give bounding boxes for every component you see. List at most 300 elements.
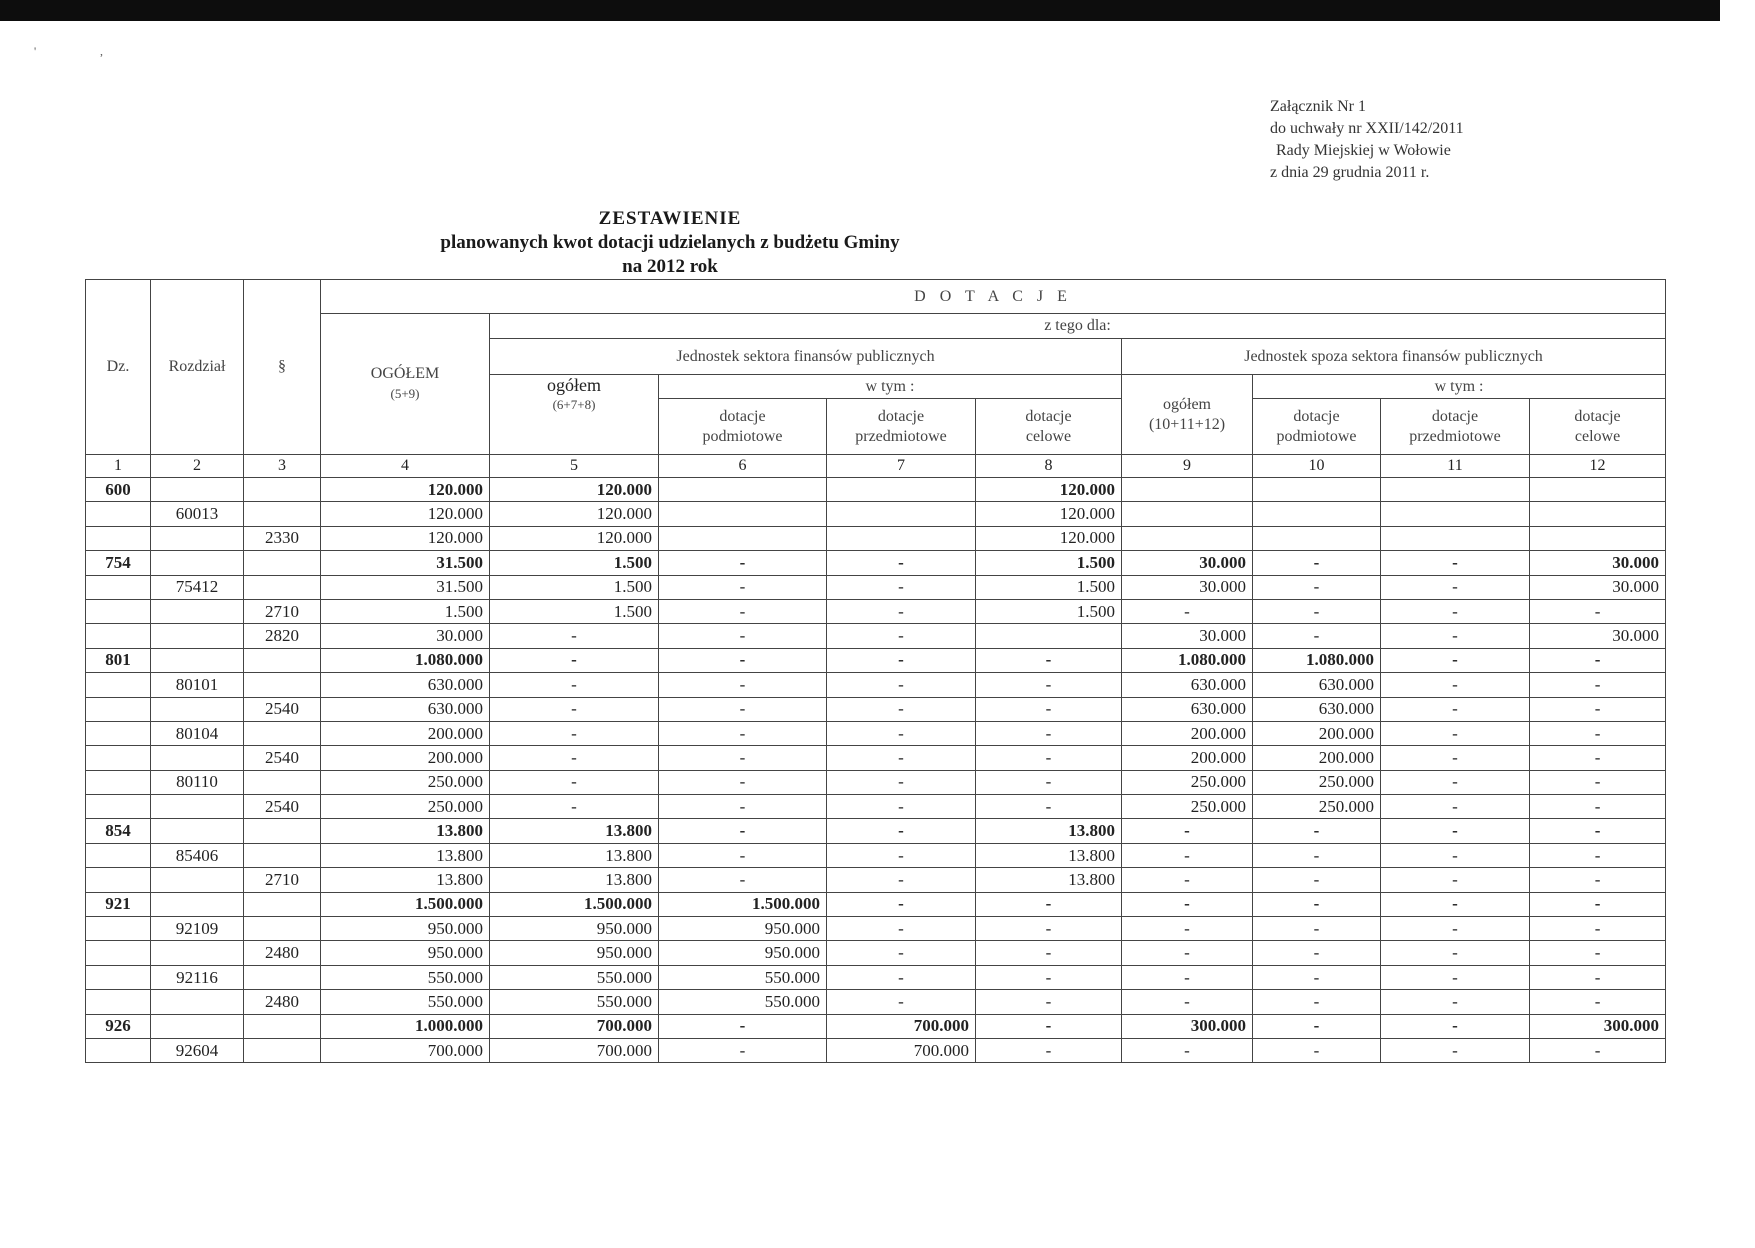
cell-nonpublic-przedmiotowe: [1381, 502, 1530, 526]
cell-nonpublic-podmiotowe: 250.000: [1253, 795, 1381, 819]
cell-nonpublic-przedmiotowe: -: [1381, 551, 1530, 575]
annex-line-1: Załącznik Nr 1: [1270, 98, 1366, 115]
cell-public-ogolem: 13.800: [490, 843, 659, 867]
cell-dz: 921: [86, 892, 151, 916]
cell-nonpublic-celowe: [1530, 502, 1666, 526]
cell-nonpublic-podmiotowe: [1253, 478, 1381, 502]
col-number: 11: [1381, 455, 1530, 478]
cell-public-ogolem: 1.500: [490, 575, 659, 599]
cell-paragraph: [244, 575, 321, 599]
cell-paragraph: 2710: [244, 868, 321, 892]
cell-nonpublic-przedmiotowe: -: [1381, 868, 1530, 892]
cell-nonpublic-ogolem: 30.000: [1122, 624, 1253, 648]
cell-nonpublic-celowe: -: [1530, 648, 1666, 672]
table-row: [86, 575, 1666, 599]
cell-public-ogolem: -: [490, 795, 659, 819]
cell-paragraph: [244, 770, 321, 794]
cell-ogolem-total: 630.000: [321, 697, 490, 721]
cell-nonpublic-ogolem: 200.000: [1122, 721, 1253, 745]
cell-public-przedmiotowe: -: [827, 868, 976, 892]
cell-rozdzial: [151, 941, 244, 965]
header-ogolem-public: [490, 375, 659, 455]
cell-nonpublic-podmiotowe: -: [1253, 1038, 1381, 1062]
header-w-tym-public: w tym :: [659, 375, 1122, 399]
cell-nonpublic-ogolem: 1.080.000: [1122, 648, 1253, 672]
cell-public-ogolem: 120.000: [490, 502, 659, 526]
cell-paragraph: [244, 673, 321, 697]
cell-rozdzial: [151, 746, 244, 770]
cell-rozdzial: 80101: [151, 673, 244, 697]
header-nonpublic-celowe: [1530, 399, 1666, 455]
cell-public-podmiotowe: -: [659, 673, 827, 697]
cell-public-podmiotowe: -: [659, 843, 827, 867]
col-number: 3: [244, 455, 321, 478]
cell-rozdzial: 60013: [151, 502, 244, 526]
cell-paragraph: [244, 892, 321, 916]
cell-public-podmiotowe: -: [659, 819, 827, 843]
cell-nonpublic-przedmiotowe: -: [1381, 1014, 1530, 1038]
header-sector-nonpublic: Jednostek spoza sektora finansów publicznych: [1122, 339, 1666, 375]
cell-nonpublic-przedmiotowe: -: [1381, 990, 1530, 1014]
cell-paragraph: 2710: [244, 599, 321, 623]
cell-public-przedmiotowe: -: [827, 624, 976, 648]
cell-rozdzial: [151, 892, 244, 916]
cell-ogolem-total: 1.500.000: [321, 892, 490, 916]
cell-ogolem-total: 200.000: [321, 721, 490, 745]
cell-nonpublic-celowe: -: [1530, 843, 1666, 867]
cell-nonpublic-ogolem: -: [1122, 868, 1253, 892]
table-row: [86, 843, 1666, 867]
cell-nonpublic-podmiotowe: -: [1253, 575, 1381, 599]
cell-rozdzial: 92116: [151, 965, 244, 989]
cell-nonpublic-celowe: [1530, 526, 1666, 550]
cell-public-przedmiotowe: -: [827, 819, 976, 843]
cell-nonpublic-ogolem: -: [1122, 1038, 1253, 1062]
cell-public-przedmiotowe: -: [827, 990, 976, 1014]
cell-nonpublic-celowe: -: [1530, 868, 1666, 892]
cell-nonpublic-celowe: -: [1530, 697, 1666, 721]
table-row: [86, 648, 1666, 672]
cell-public-przedmiotowe: -: [827, 575, 976, 599]
cell-nonpublic-przedmiotowe: -: [1381, 624, 1530, 648]
cell-public-celowe: 13.800: [976, 819, 1122, 843]
cell-public-ogolem: -: [490, 648, 659, 672]
cell-dz: [86, 746, 151, 770]
cell-public-podmiotowe: -: [659, 575, 827, 599]
cell-ogolem-total: 31.500: [321, 575, 490, 599]
cell-nonpublic-ogolem: -: [1122, 965, 1253, 989]
cell-nonpublic-ogolem: -: [1122, 843, 1253, 867]
cell-nonpublic-przedmiotowe: [1381, 478, 1530, 502]
cell-nonpublic-ogolem: -: [1122, 819, 1253, 843]
table-row: [86, 917, 1666, 941]
cell-nonpublic-podmiotowe: -: [1253, 965, 1381, 989]
cell-nonpublic-podmiotowe: -: [1253, 819, 1381, 843]
table-row: [86, 941, 1666, 965]
cell-nonpublic-ogolem: -: [1122, 917, 1253, 941]
cell-public-celowe: 13.800: [976, 843, 1122, 867]
table-row: [86, 965, 1666, 989]
cell-public-podmiotowe: [659, 526, 827, 550]
table-row: [86, 770, 1666, 794]
cell-public-celowe: 13.800: [976, 868, 1122, 892]
cell-dz: 926: [86, 1014, 151, 1038]
cell-public-ogolem: 120.000: [490, 526, 659, 550]
cell-nonpublic-przedmiotowe: -: [1381, 843, 1530, 867]
header-text: dotacje: [877, 407, 925, 425]
cell-nonpublic-przedmiotowe: -: [1381, 746, 1530, 770]
cell-public-celowe: -: [976, 770, 1122, 794]
cell-ogolem-total: 950.000: [321, 917, 490, 941]
cell-dz: 801: [86, 648, 151, 672]
cell-nonpublic-przedmiotowe: -: [1381, 892, 1530, 916]
cell-ogolem-total: 120.000: [321, 526, 490, 550]
cell-nonpublic-celowe: 30.000: [1530, 551, 1666, 575]
cell-dz: [86, 990, 151, 1014]
table-row: [86, 551, 1666, 575]
cell-paragraph: [244, 917, 321, 941]
cell-dz: [86, 941, 151, 965]
column-number-row: [86, 455, 1666, 478]
cell-nonpublic-ogolem: -: [1122, 892, 1253, 916]
cell-paragraph: [244, 721, 321, 745]
header-ogolem-total: [321, 314, 490, 455]
cell-paragraph: 2820: [244, 624, 321, 648]
cell-nonpublic-celowe: -: [1530, 965, 1666, 989]
cell-dz: [86, 575, 151, 599]
cell-ogolem-total: 250.000: [321, 795, 490, 819]
cell-rozdzial: [151, 599, 244, 623]
cell-nonpublic-podmiotowe: 200.000: [1253, 721, 1381, 745]
col-number: 5: [490, 455, 659, 478]
scan-top-border: [0, 0, 1720, 21]
cell-nonpublic-podmiotowe: 250.000: [1253, 770, 1381, 794]
cell-public-celowe: -: [976, 648, 1122, 672]
cell-public-przedmiotowe: 700.000: [827, 1038, 976, 1062]
header-text: podmiotowe: [702, 427, 783, 445]
header-text: dotacje: [1574, 407, 1621, 425]
cell-nonpublic-celowe: [1530, 478, 1666, 502]
cell-public-podmiotowe: 550.000: [659, 965, 827, 989]
table-row: [86, 1014, 1666, 1038]
cell-public-podmiotowe: -: [659, 697, 827, 721]
header-w-tym-nonpublic: w tym :: [1253, 375, 1666, 399]
cell-nonpublic-ogolem: 630.000: [1122, 697, 1253, 721]
cell-rozdzial: [151, 624, 244, 648]
cell-public-ogolem: -: [490, 770, 659, 794]
cell-public-podmiotowe: [659, 502, 827, 526]
header-text: dotacje: [1293, 407, 1340, 425]
cell-dz: [86, 843, 151, 867]
cell-ogolem-total: 700.000: [321, 1038, 490, 1062]
document-subtitle: planowanych kwot dotacji udzielanych z budżetu Gminy: [440, 232, 900, 253]
cell-dz: 854: [86, 819, 151, 843]
cell-nonpublic-ogolem: 250.000: [1122, 770, 1253, 794]
cell-nonpublic-podmiotowe: 200.000: [1253, 746, 1381, 770]
cell-ogolem-total: 630.000: [321, 673, 490, 697]
table-row: [86, 795, 1666, 819]
cell-nonpublic-podmiotowe: 630.000: [1253, 673, 1381, 697]
cell-public-ogolem: 550.000: [490, 965, 659, 989]
cell-public-celowe: -: [976, 917, 1122, 941]
header-ogolem-nonpublic: [1122, 375, 1253, 455]
cell-public-ogolem: -: [490, 721, 659, 745]
cell-public-przedmiotowe: [827, 502, 976, 526]
cell-rozdzial: [151, 795, 244, 819]
cell-rozdzial: [151, 868, 244, 892]
cell-nonpublic-przedmiotowe: -: [1381, 697, 1530, 721]
cell-nonpublic-celowe: -: [1530, 990, 1666, 1014]
cell-ogolem-total: 120.000: [321, 502, 490, 526]
cell-public-przedmiotowe: -: [827, 648, 976, 672]
cell-dz: [86, 770, 151, 794]
cell-nonpublic-przedmiotowe: -: [1381, 965, 1530, 989]
header-text: dotacje: [1025, 407, 1072, 425]
cell-nonpublic-przedmiotowe: -: [1381, 1038, 1530, 1062]
cell-ogolem-total: 1.500: [321, 599, 490, 623]
cell-public-celowe: -: [976, 965, 1122, 989]
cell-dz: [86, 673, 151, 697]
header-z-tego: z tego dla:: [490, 314, 1666, 339]
cell-public-celowe: -: [976, 721, 1122, 745]
cell-rozdzial: 80110: [151, 770, 244, 794]
cell-nonpublic-podmiotowe: -: [1253, 892, 1381, 916]
cell-ogolem-total: 550.000: [321, 990, 490, 1014]
cell-public-celowe: -: [976, 697, 1122, 721]
cell-public-celowe: -: [976, 746, 1122, 770]
header-text: celowe: [1025, 427, 1072, 445]
table-row: [86, 599, 1666, 623]
cell-dz: [86, 1038, 151, 1062]
cell-ogolem-total: 550.000: [321, 965, 490, 989]
cell-ogolem-total: 1.000.000: [321, 1014, 490, 1038]
cell-nonpublic-przedmiotowe: -: [1381, 599, 1530, 623]
cell-nonpublic-ogolem: [1122, 502, 1253, 526]
cell-rozdzial: [151, 526, 244, 550]
cell-paragraph: [244, 1038, 321, 1062]
cell-ogolem-total: 200.000: [321, 746, 490, 770]
cell-public-przedmiotowe: [827, 478, 976, 502]
table-row: [86, 526, 1666, 550]
cell-nonpublic-przedmiotowe: -: [1381, 795, 1530, 819]
cell-paragraph: 2540: [244, 746, 321, 770]
header-text: celowe: [1574, 427, 1621, 445]
cell-public-celowe: 1.500: [976, 551, 1122, 575]
cell-public-celowe: 120.000: [976, 502, 1122, 526]
cell-public-przedmiotowe: -: [827, 843, 976, 867]
cell-public-podmiotowe: -: [659, 648, 827, 672]
cell-dz: [86, 965, 151, 989]
cell-paragraph: 2540: [244, 697, 321, 721]
cell-nonpublic-celowe: 300.000: [1530, 1014, 1666, 1038]
cell-nonpublic-podmiotowe: -: [1253, 941, 1381, 965]
cell-nonpublic-ogolem: -: [1122, 941, 1253, 965]
cell-nonpublic-podmiotowe: -: [1253, 551, 1381, 575]
cell-dz: 754: [86, 551, 151, 575]
cell-public-przedmiotowe: 700.000: [827, 1014, 976, 1038]
col-number: 8: [976, 455, 1122, 478]
scan-mark-right: ,: [100, 44, 103, 58]
cell-nonpublic-podmiotowe: 1.080.000: [1253, 648, 1381, 672]
table-row: [86, 624, 1666, 648]
table-row: [86, 868, 1666, 892]
cell-paragraph: 2540: [244, 795, 321, 819]
annex-line-3: Rady Miejskiej w Wołowie: [1276, 142, 1451, 159]
cell-nonpublic-celowe: -: [1530, 795, 1666, 819]
cell-public-podmiotowe: -: [659, 1014, 827, 1038]
cell-public-podmiotowe: -: [659, 624, 827, 648]
col-number: 6: [659, 455, 827, 478]
document-year: na 2012 rok: [622, 256, 718, 277]
cell-nonpublic-podmiotowe: [1253, 502, 1381, 526]
cell-ogolem-total: 950.000: [321, 941, 490, 965]
cell-nonpublic-ogolem: 300.000: [1122, 1014, 1253, 1038]
cell-nonpublic-przedmiotowe: -: [1381, 575, 1530, 599]
cell-nonpublic-przedmiotowe: [1381, 526, 1530, 550]
cell-public-celowe: -: [976, 1014, 1122, 1038]
cell-public-celowe: -: [976, 795, 1122, 819]
cell-public-przedmiotowe: -: [827, 965, 976, 989]
cell-public-przedmiotowe: -: [827, 795, 976, 819]
cell-rozdzial: [151, 648, 244, 672]
cell-rozdzial: 75412: [151, 575, 244, 599]
header-text: przedmiotowe: [855, 427, 947, 445]
cell-paragraph: [244, 551, 321, 575]
cell-public-podmiotowe: -: [659, 746, 827, 770]
cell-public-celowe: [976, 624, 1122, 648]
cell-public-ogolem: 700.000: [490, 1038, 659, 1062]
cell-rozdzial: 92109: [151, 917, 244, 941]
cell-public-celowe: 1.500: [976, 599, 1122, 623]
cell-dz: [86, 697, 151, 721]
cell-nonpublic-celowe: 30.000: [1530, 624, 1666, 648]
cell-ogolem-total: 30.000: [321, 624, 490, 648]
header-rozdzial: Rozdział: [151, 280, 244, 455]
cell-dz: [86, 526, 151, 550]
header-text: dotacje: [1431, 407, 1479, 425]
cell-dz: [86, 599, 151, 623]
header-text: dotacje: [719, 407, 766, 425]
col-number: 7: [827, 455, 976, 478]
cell-rozdzial: [151, 551, 244, 575]
cell-nonpublic-ogolem: [1122, 478, 1253, 502]
cell-dz: [86, 721, 151, 745]
cell-ogolem-total: 120.000: [321, 478, 490, 502]
cell-dz: [86, 917, 151, 941]
cell-public-ogolem: 950.000: [490, 941, 659, 965]
cell-paragraph: [244, 648, 321, 672]
cell-public-podmiotowe: -: [659, 795, 827, 819]
cell-nonpublic-celowe: -: [1530, 941, 1666, 965]
annex-line-2: do uchwały nr XXII/142/2011: [1270, 120, 1464, 137]
header-paragraph: §: [244, 280, 321, 455]
header-ogolem-public-label: ogółem: [547, 375, 601, 395]
cell-nonpublic-przedmiotowe: -: [1381, 770, 1530, 794]
cell-paragraph: [244, 478, 321, 502]
cell-nonpublic-ogolem: 30.000: [1122, 575, 1253, 599]
cell-ogolem-total: 31.500: [321, 551, 490, 575]
cell-public-przedmiotowe: -: [827, 746, 976, 770]
annex-line-4: z dnia 29 grudnia 2011 r.: [1270, 164, 1430, 181]
cell-public-przedmiotowe: -: [827, 917, 976, 941]
cell-rozdzial: [151, 1014, 244, 1038]
header-text: przedmiotowe: [1409, 427, 1501, 445]
cell-public-ogolem: -: [490, 746, 659, 770]
cell-public-podmiotowe: -: [659, 721, 827, 745]
cell-public-celowe: 1.500: [976, 575, 1122, 599]
cell-public-ogolem: -: [490, 673, 659, 697]
header-ogolem-nonpublic-formula: (10+11+12): [1148, 415, 1226, 433]
cell-rozdzial: [151, 478, 244, 502]
subsidies-table: [85, 279, 1666, 1063]
cell-public-przedmiotowe: -: [827, 941, 976, 965]
cell-nonpublic-podmiotowe: -: [1253, 868, 1381, 892]
cell-rozdzial: [151, 990, 244, 1014]
header-dotacje: D O T A C J E: [321, 280, 1666, 314]
table-row: [86, 819, 1666, 843]
cell-ogolem-total: 13.800: [321, 819, 490, 843]
header-ogolem-nonpublic-label: ogółem: [1163, 395, 1211, 413]
header-public-celowe: [976, 399, 1122, 455]
cell-ogolem-total: 1.080.000: [321, 648, 490, 672]
cell-public-przedmiotowe: -: [827, 599, 976, 623]
cell-nonpublic-podmiotowe: -: [1253, 599, 1381, 623]
cell-public-ogolem: 13.800: [490, 868, 659, 892]
cell-nonpublic-celowe: -: [1530, 770, 1666, 794]
cell-paragraph: [244, 1014, 321, 1038]
cell-paragraph: 2330: [244, 526, 321, 550]
cell-paragraph: [244, 965, 321, 989]
cell-nonpublic-celowe: -: [1530, 1038, 1666, 1062]
cell-public-podmiotowe: 550.000: [659, 990, 827, 1014]
cell-public-ogolem: 120.000: [490, 478, 659, 502]
cell-nonpublic-przedmiotowe: -: [1381, 673, 1530, 697]
cell-public-ogolem: 700.000: [490, 1014, 659, 1038]
header-nonpublic-podmiotowe: [1253, 399, 1381, 455]
col-number: 2: [151, 455, 244, 478]
cell-public-podmiotowe: -: [659, 1038, 827, 1062]
cell-rozdzial: [151, 819, 244, 843]
cell-nonpublic-podmiotowe: -: [1253, 843, 1381, 867]
cell-dz: [86, 795, 151, 819]
cell-public-celowe: -: [976, 673, 1122, 697]
header-ogolem-total-formula: (5+9): [390, 386, 420, 401]
cell-ogolem-total: 250.000: [321, 770, 490, 794]
cell-nonpublic-ogolem: 630.000: [1122, 673, 1253, 697]
cell-nonpublic-celowe: -: [1530, 917, 1666, 941]
cell-nonpublic-podmiotowe: -: [1253, 917, 1381, 941]
header-ogolem-public-formula: (6+7+8): [552, 397, 596, 412]
cell-nonpublic-przedmiotowe: -: [1381, 941, 1530, 965]
cell-rozdzial: [151, 697, 244, 721]
cell-nonpublic-przedmiotowe: -: [1381, 721, 1530, 745]
cell-public-celowe: -: [976, 941, 1122, 965]
cell-nonpublic-celowe: -: [1530, 599, 1666, 623]
annex-reference: [1270, 96, 1464, 184]
cell-ogolem-total: 13.800: [321, 868, 490, 892]
document-title: ZESTAWIENIE: [598, 208, 742, 229]
table-row: [86, 1038, 1666, 1062]
cell-nonpublic-celowe: -: [1530, 746, 1666, 770]
cell-public-przedmiotowe: -: [827, 892, 976, 916]
cell-nonpublic-ogolem: 30.000: [1122, 551, 1253, 575]
table-row: [86, 892, 1666, 916]
cell-dz: [86, 502, 151, 526]
header-public-podmiotowe: [659, 399, 827, 455]
header-text: podmiotowe: [1276, 427, 1357, 445]
scan-mark-left: ': [34, 44, 37, 58]
cell-public-ogolem: 13.800: [490, 819, 659, 843]
